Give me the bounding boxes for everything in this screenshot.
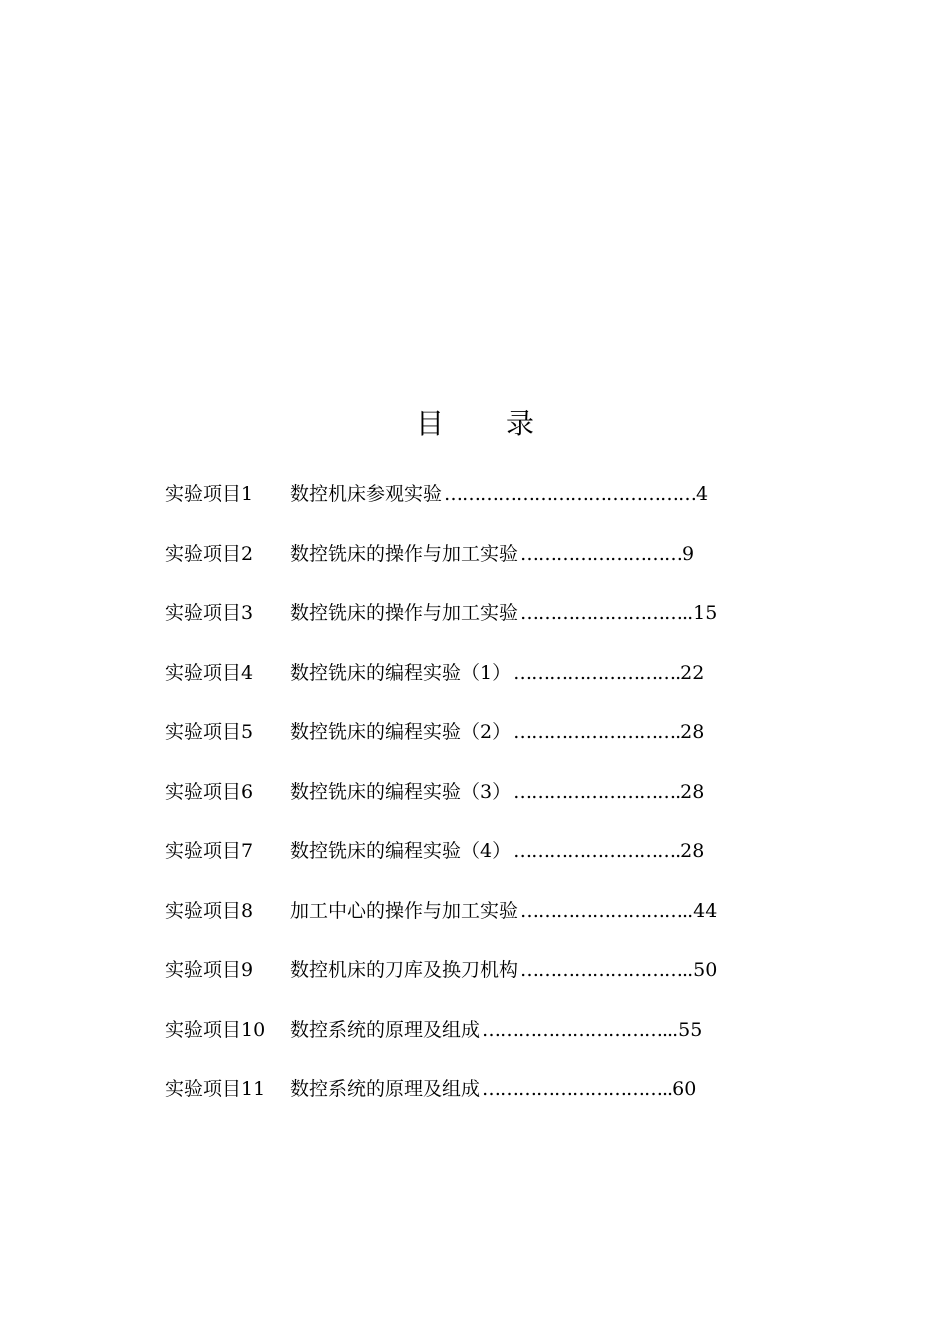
toc-heading-left: 目 [415, 407, 444, 440]
toc-entry-page: .55 [672, 1018, 703, 1041]
toc-entry-leader: ………………………. [513, 661, 681, 684]
toc-entry-title: 数控铣床的编程实验（4） [290, 840, 512, 862]
toc-entry-leader: ………………………. [513, 721, 681, 743]
toc-entry[interactable] [165, 474, 770, 534]
toc-entry-leader: ………………………. [513, 780, 681, 803]
toc-entry-title: 数控系统的原理及组成 [290, 1078, 481, 1100]
toc-entry-label: 实验项目6 [165, 780, 254, 803]
toc-entry-title: 加工中心的操作与加工实验 [290, 899, 519, 922]
toc-entry-leader: …………………………………… [444, 483, 697, 505]
toc-entry-page: 60 [672, 1078, 697, 1100]
toc-entry-page: .44 [687, 899, 718, 922]
toc-entry[interactable] [165, 891, 770, 951]
toc-entry-page: .15 [687, 602, 718, 624]
toc-entry[interactable] [165, 950, 770, 1010]
toc-entry[interactable] [165, 1010, 770, 1070]
toc-entry[interactable] [165, 534, 770, 594]
toc-entry-title: 数控铣床的编程实验（1） [290, 661, 512, 684]
toc-entry-title: 数控机床参观实验 [290, 483, 443, 505]
toc-entry-label: 实验项目7 [165, 840, 254, 862]
toc-entry-leader: ………………………. [520, 899, 688, 922]
toc-entry-leader: ……………………… [520, 542, 683, 565]
toc-entry[interactable] [165, 772, 770, 832]
toc-heading-right: 录 [506, 407, 535, 440]
toc-entry-title: 数控铣床的编程实验（2） [290, 721, 512, 743]
toc-entry-page: 4 [696, 483, 709, 505]
toc-entry-label: 实验项目8 [165, 899, 254, 922]
toc-entry-title: 数控系统的原理及组成 [290, 1018, 481, 1041]
toc-entry-leader: ………………………. [520, 602, 688, 624]
toc-entry-leader: ………………………….. [482, 1018, 673, 1041]
toc-entry-page: 28 [680, 780, 705, 803]
toc-entry-page: 22 [680, 661, 705, 684]
toc-entry-label: 实验项目1 [165, 483, 254, 505]
toc-entry[interactable] [165, 653, 770, 713]
toc-entry-label: 实验项目3 [165, 602, 254, 624]
toc-entry[interactable] [165, 593, 770, 653]
toc-entry-label: 实验项目2 [165, 542, 254, 565]
toc-entry-label: 实验项目4 [165, 661, 254, 684]
toc-entry-title: 数控铣床的操作与加工实验 [290, 602, 519, 624]
toc-entry-label: 实验项目11 [165, 1078, 266, 1100]
toc-entry-page: .50 [687, 959, 718, 981]
toc-entry-title: 数控机床的刀库及换刀机构 [290, 959, 519, 981]
toc-entry[interactable] [165, 712, 770, 772]
toc-entry-page: 9 [682, 542, 695, 565]
toc-heading [0, 404, 950, 444]
toc-entry[interactable] [165, 831, 770, 891]
toc-entry-label: 实验项目10 [165, 1018, 266, 1041]
toc-entry-title: 数控铣床的操作与加工实验 [290, 542, 519, 565]
toc-entry-leader: ………………………. [513, 840, 681, 862]
toc-entry-label: 实验项目5 [165, 721, 254, 743]
toc-entry-page: 28 [680, 721, 705, 743]
toc-entry-leader: ………………………. [520, 959, 688, 981]
toc-entry-page: 28 [680, 840, 705, 862]
toc-entry[interactable] [165, 1069, 770, 1129]
toc-list [165, 474, 770, 1129]
toc-entry-leader: ………………………….. [482, 1078, 673, 1100]
toc-entry-title: 数控铣床的编程实验（3） [290, 780, 512, 803]
toc-entry-label: 实验项目9 [165, 959, 254, 981]
